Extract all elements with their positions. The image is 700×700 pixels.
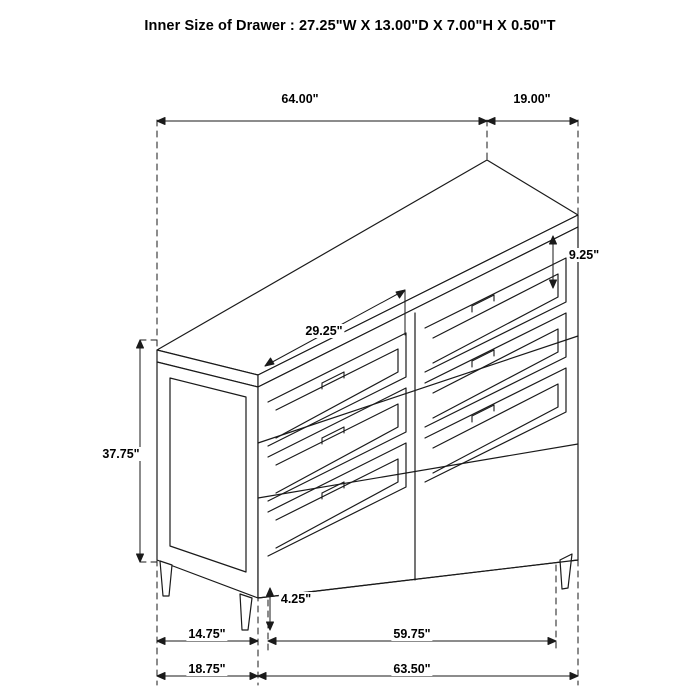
dim-label-top-width: 64.00" — [281, 92, 319, 106]
dim-label-top-depth: 19.00" — [513, 92, 551, 106]
dim-label-front-width: 59.75" — [393, 627, 431, 641]
page-title: Inner Size of Drawer : 27.25"W X 13.00"D X 7.00"H X 0.50"T — [144, 18, 556, 34]
dim-label-overall-height: 37.75" — [102, 447, 140, 461]
dim-label-side-depth: 14.75" — [188, 627, 226, 641]
dim-label-base-depth: 18.75" — [188, 662, 226, 676]
dim-label-drawer-height: 9.25" — [568, 248, 600, 262]
dim-label-top-inner-depth: 29.25" — [305, 324, 343, 338]
dim-label-base-width: 63.50" — [393, 662, 431, 676]
dim-label-leg-height: 4.25" — [280, 592, 312, 606]
